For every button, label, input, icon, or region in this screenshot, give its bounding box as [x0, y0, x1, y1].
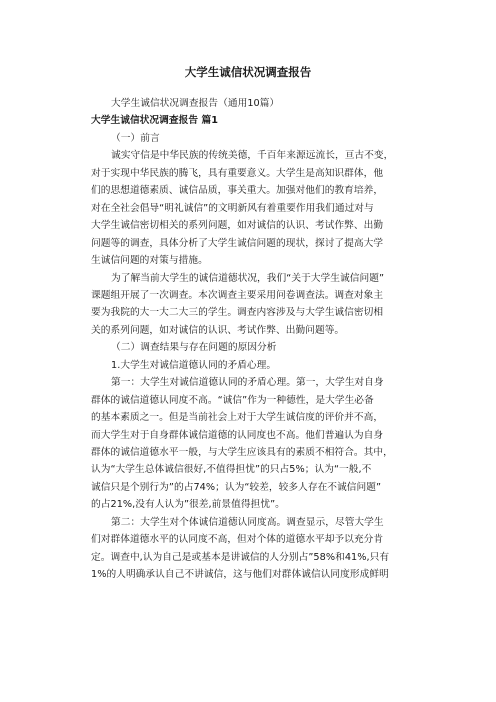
text-line: 而大学生对于自身群体诚信道德的认同度也不高。他们普遍认为自身 — [91, 429, 384, 441]
text-line: 课题组开展了一次调查。本次调查主要采用问卷调查法。调查对象主 — [91, 289, 384, 301]
text-line: 的基本素质之一。但是当前社会上对于大学生诚信度的评价并不高， — [91, 412, 384, 424]
section-heading: 大学生诚信状况调查报告 篇1 — [91, 115, 219, 127]
text-line: 要为我院的大一大二大三的学生。调查内容涉及与大学生诚信密切相 — [91, 307, 384, 319]
text-line: 对于实现中华民族的腾飞，具有重要意义。大学生是高知识群体，他 — [91, 167, 384, 179]
text-line: 1.大学生对诚信道德认同的矛盾心理。 — [111, 359, 277, 371]
text-line: 群体的诚信道德水平一般，与大学生应该具有的素质不相符合。其中， — [91, 447, 393, 458]
text-line: 对在全社会倡导“明礼诚信”的文明新风有着重要作用我们通过对与 — [91, 202, 374, 214]
text-line: 生诚信问题的对策与措施。 — [91, 255, 208, 267]
text-line: 定。调查中,认为自己是或基本是讲诚信的人分别占”58%和41%,只有 — [91, 551, 390, 563]
text-line: 大学生诚信状况调查报告（通用10篇） — [111, 98, 280, 109]
text-line: 的占21%,没有人认为”很差,前景值得担忧”。 — [91, 499, 285, 511]
text-line: 问题等的调查，具体分析了大学生诚信问题的现状，探讨了提高大学 — [91, 237, 384, 249]
text-line: （二）调查结果与存在问题的原因分析 — [111, 342, 277, 354]
text-line: 第二：大学生对个体诚信道德认同度高。调查显示，尽管大学生 — [111, 516, 384, 528]
text-line: 关的系列问题，如对诚信的认识、考试作弊、出勤问题等。 — [91, 324, 345, 336]
text-line: 们对群体道德水平的认同度不高，但对个体的道德水平却予以充分肯 — [91, 534, 384, 546]
text-line: 诚信只是个别行为”的占74%；认为“较差，较多人存在不诚信问题” — [91, 481, 382, 493]
text-line: 认为“大学生总体诚信很好,不值得担忧”的只占5%；认为“一般,不 — [91, 464, 372, 476]
text-line: 1%的人明确承认自己不讲诚信，这与他们对群体诚信认同度形成鲜明 — [91, 569, 389, 581]
document-title: 大学生诚信状况调查报告 — [184, 65, 312, 79]
text-line: 们的思想道德素质、诚信品质，事关重大。加强对他们的教育培养， — [91, 185, 384, 197]
text-line: 第一：大学生对诚信道德认同的矛盾心理。第一，大学生对自身 — [111, 377, 384, 389]
text-line: 为了解当前大学生的诚信道德状况，我们“关于大学生诚信问题” — [111, 272, 385, 284]
text-line: 诚实守信是中华民族的传统美德，千百年来源远流长，亘古不变， — [111, 150, 394, 162]
text-line: （一）前言 — [111, 132, 160, 144]
text-line: 群体的诚信道德认同度不高。“诚信”作为一种德性，是大学生必备 — [91, 394, 374, 406]
text-line: 大学生诚信密切相关的系列问题，如对诚信的认识、考试作弊、出勤 — [91, 220, 384, 232]
